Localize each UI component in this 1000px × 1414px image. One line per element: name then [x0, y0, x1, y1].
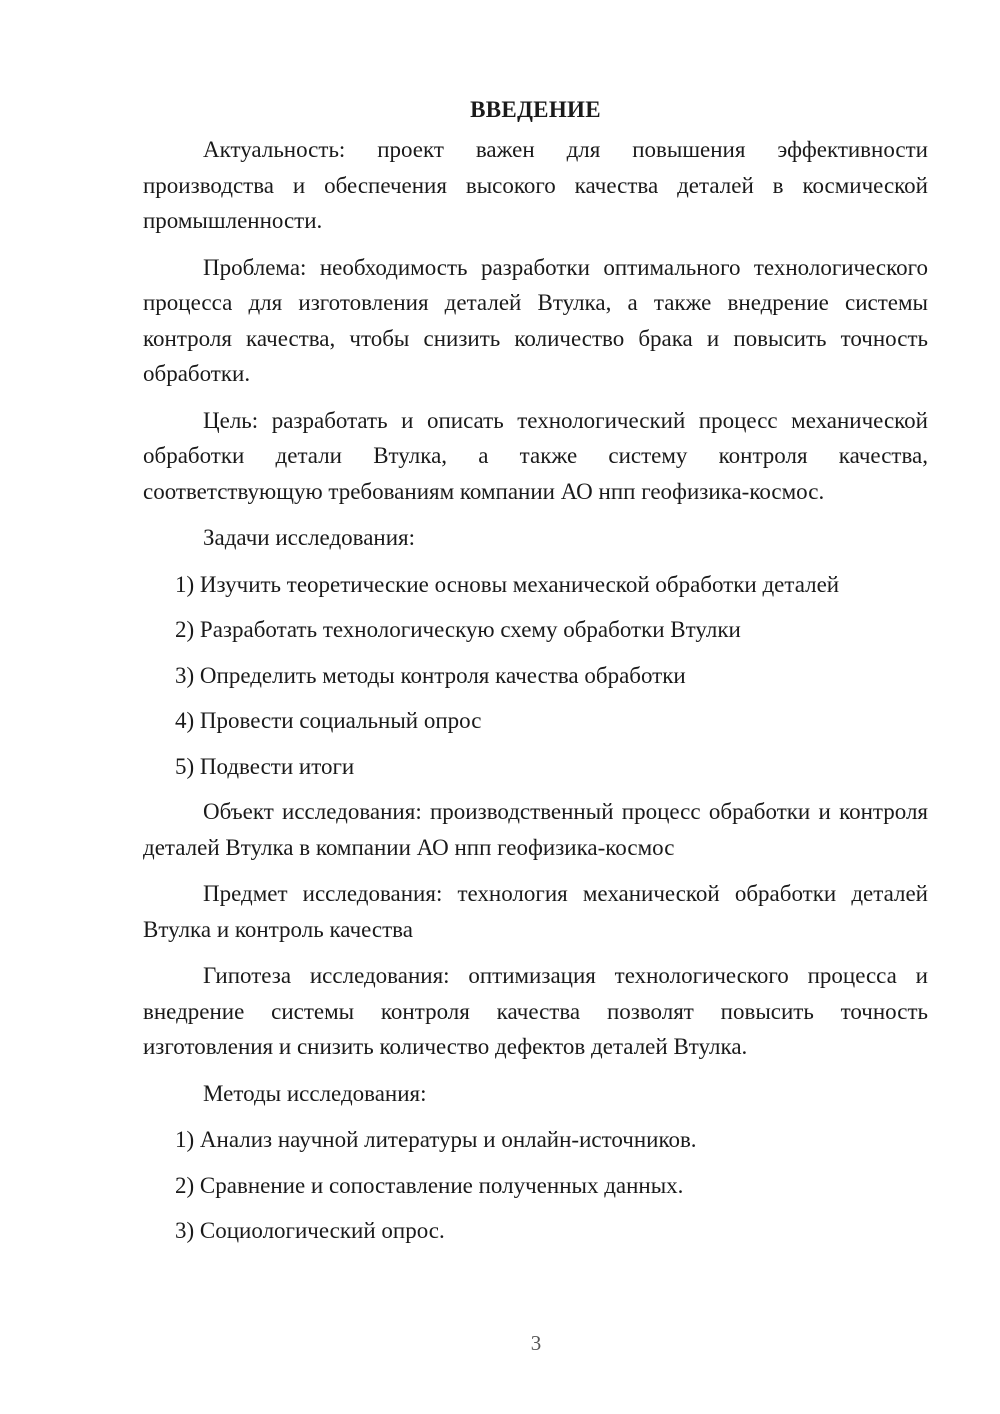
tasks-list	[143, 567, 928, 785]
tasks-title: Задачи исследования:	[203, 525, 416, 550]
methods-title: Методы исследования:	[203, 1080, 427, 1106]
problem-paragraph: Проблема: необходимость разработки оптимального технологического процесса для изготовления деталей Втулка, а также внедрение системы контроля качества, чтобы снизить количество брака и повысить точность обработки.	[143, 254, 928, 386]
hypothesis-paragraph: Гипотеза исследования: оптимизация технологического процесса и внедрение системы контроля качества позволят повысить точность изготовления и снизить количество дефектов деталей Втулка.	[143, 963, 928, 1059]
list-item: 4) Провести социальный опрос	[175, 708, 482, 733]
page-content	[143, 92, 928, 1259]
list-item: 2) Сравнение и сопоставление полученных данных.	[175, 1172, 684, 1198]
goal-paragraph: Цель: разработать и описать технологический процесс механической обработки детали Втулка, а также систему контроля качества, соответствующую требованиям компании АО нпп геофизика-космос.	[143, 407, 928, 504]
list-item: 5) Подвести итоги	[175, 753, 355, 779]
relevance-paragraph: Актуальность: проект важен для повышения эффективности производства и обеспечения высокого качества деталей в космической промышленности.	[143, 137, 928, 233]
list-item: 3) Определить методы контроля качества обработки	[175, 662, 686, 688]
list-item: 1) Анализ научной литературы и онлайн-источников.	[175, 1127, 697, 1152]
list-item: 2) Разработать технологическую схему обработки Втулки	[175, 617, 741, 642]
page-heading: ВВЕДЕНИЕ	[470, 97, 601, 122]
page-number: 3	[530, 1331, 542, 1355]
methods-list	[143, 1122, 928, 1249]
list-item: 3) Социологический опрос.	[175, 1218, 445, 1243]
object-paragraph: Объект исследования: производственный процесс обработки и контроля деталей Втулка в компании АО нпп геофизика-космос	[143, 799, 928, 860]
list-item: 1) Изучить теоретические основы механической обработки деталей	[175, 571, 840, 597]
subject-paragraph: Предмет исследования: технология механической обработки деталей Втулка и контроль качества	[143, 881, 928, 942]
